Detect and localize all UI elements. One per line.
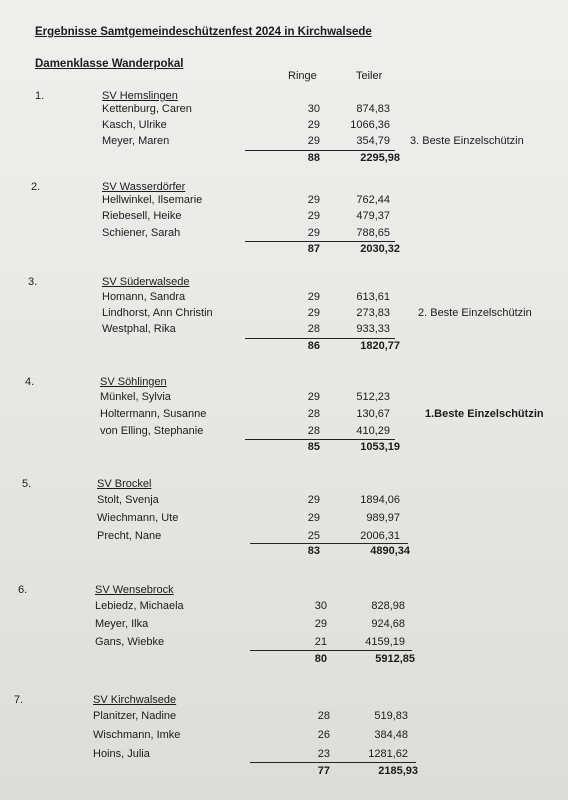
member-name: Wiechmann, Ute: [97, 512, 179, 524]
club-total: [0, 152, 568, 168]
member-row: [0, 323, 568, 339]
club-name: SV Hemslingen: [102, 90, 178, 102]
club-place: 4.: [25, 376, 35, 388]
member-rings: 29: [307, 512, 320, 524]
member-row: [0, 408, 568, 424]
member-teiler: 933,33: [356, 323, 390, 335]
club-block: [0, 694, 568, 777]
club-name: SV Kirchwalsede: [93, 694, 177, 706]
club-name: SV Brockel: [97, 478, 152, 490]
member-name: Münkel, Sylvia: [100, 391, 171, 403]
sum-rule: [250, 762, 416, 763]
member-rings: 29: [314, 618, 327, 630]
member-teiler: 1066,36: [350, 119, 390, 131]
member-rings: 28: [307, 323, 320, 335]
member-teiler: 479,37: [356, 210, 390, 222]
club-block: [0, 90, 568, 170]
member-rings: 28: [307, 408, 320, 420]
member-teiler: 1281,62: [368, 748, 408, 760]
member-teiler: 354,79: [356, 135, 390, 147]
member-row: [0, 135, 568, 151]
member-row: [0, 618, 568, 634]
class-title: Damenklasse Wanderpokal: [35, 58, 184, 70]
club-name: SV Söhlingen: [100, 376, 167, 388]
member-rings: 29: [307, 307, 320, 319]
member-name: Hellwinkel, Ilsemarie: [102, 194, 203, 206]
club-name: SV Süderwalsede: [102, 276, 190, 288]
member-name: Holtermann, Susanne: [100, 408, 207, 420]
member-row: [0, 194, 568, 210]
club-place: 6.: [18, 584, 28, 596]
club-total: [0, 765, 568, 781]
member-name: Kasch, Ulrike: [102, 119, 167, 131]
member-name: Westphal, Rika: [102, 323, 176, 335]
total-teiler: 5912,85: [375, 653, 415, 665]
total-rings: 85: [307, 441, 320, 453]
member-rings: 29: [307, 227, 320, 239]
member-teiler: 613,61: [356, 291, 390, 303]
member-teiler: 924,68: [371, 618, 405, 630]
member-teiler: 130,67: [356, 408, 390, 420]
member-teiler: 874,83: [356, 103, 390, 115]
member-name: Riebesell, Heike: [102, 210, 182, 222]
member-rings: 29: [307, 210, 320, 222]
club-place: 5.: [22, 478, 32, 490]
member-row: [0, 307, 568, 323]
member-rings: 25: [307, 530, 320, 542]
member-rings: 26: [317, 729, 330, 741]
member-name: Hoins, Julia: [93, 748, 150, 760]
member-teiler: 384,48: [374, 729, 408, 741]
member-rings: 29: [307, 194, 320, 206]
club-place: 2.: [31, 181, 41, 193]
club-block: [0, 376, 568, 456]
member-name: Schiener, Sarah: [102, 227, 181, 239]
member-name: von Elling, Stephanie: [100, 425, 204, 437]
member-note: 2. Beste Einzelschützin: [418, 307, 532, 319]
member-teiler: 1894,06: [360, 494, 400, 506]
member-name: Meyer, Maren: [102, 135, 170, 147]
member-row: [0, 391, 568, 407]
member-name: Planitzer, Nadine: [93, 710, 177, 722]
member-name: Meyer, Ilka: [95, 618, 149, 630]
total-rings: 88: [307, 152, 320, 164]
sum-rule: [245, 150, 395, 151]
total-teiler: 1053,19: [360, 441, 400, 453]
total-teiler: 2030,32: [360, 243, 400, 255]
club-total: [0, 340, 568, 356]
member-row: [0, 512, 568, 528]
club-block: [0, 276, 568, 356]
total-teiler: 2295,98: [360, 152, 400, 164]
member-name: Stolt, Svenja: [97, 494, 159, 506]
member-rings: 29: [307, 135, 320, 147]
club-block: [0, 478, 568, 558]
column-header-ringe: Ringe: [288, 70, 317, 82]
member-teiler: 989,97: [366, 512, 400, 524]
member-teiler: 273,83: [356, 307, 390, 319]
member-teiler: 4159,19: [365, 636, 405, 648]
member-row: [0, 600, 568, 616]
document-title: Ergebnisse Samtgemeindeschützenfest 2024 in Kirchwalsede: [35, 26, 372, 38]
member-rings: 29: [307, 119, 320, 131]
total-rings: 87: [307, 243, 320, 255]
member-teiler: 788,65: [356, 227, 390, 239]
member-row: [0, 729, 568, 745]
total-rings: 80: [314, 653, 327, 665]
club-total: [0, 545, 568, 561]
member-rings: 28: [307, 425, 320, 437]
sum-rule: [250, 543, 408, 544]
member-teiler: 2006,31: [360, 530, 400, 542]
club-name: SV Wasserdörfer: [102, 181, 186, 193]
member-name: Precht, Nane: [97, 530, 162, 542]
member-note: 3. Beste Einzelschützin: [410, 135, 524, 147]
column-header-teiler: Teiler: [356, 70, 383, 82]
sum-rule: [245, 439, 395, 440]
member-teiler: 410,29: [356, 425, 390, 437]
member-teiler: 519,83: [374, 710, 408, 722]
club-block: [0, 584, 568, 664]
club-total: [0, 243, 568, 259]
member-teiler: 512,23: [356, 391, 390, 403]
member-row: [0, 494, 568, 510]
sum-rule: [245, 241, 395, 242]
sum-rule: [245, 338, 395, 339]
member-row: [0, 103, 568, 119]
club-total: [0, 653, 568, 669]
member-rings: 29: [307, 291, 320, 303]
club-place: 7.: [14, 694, 24, 706]
member-name: Lebiedz, Michaela: [95, 600, 184, 612]
member-row: [0, 710, 568, 726]
member-rings: 30: [307, 103, 320, 115]
member-row: [0, 291, 568, 307]
club-place: 3.: [28, 276, 38, 288]
member-name: Wischmann, Imke: [93, 729, 181, 741]
member-rings: 28: [317, 710, 330, 722]
club-place: 1.: [35, 90, 45, 102]
total-rings: 83: [307, 545, 320, 557]
club-name: SV Wensebrock: [95, 584, 174, 596]
member-row: [0, 119, 568, 135]
member-note: 1.Beste Einzelschützin: [425, 408, 544, 420]
member-name: Kettenburg, Caren: [102, 103, 192, 115]
total-teiler: 1820,77: [360, 340, 400, 352]
member-rings: 23: [317, 748, 330, 760]
total-rings: 77: [317, 765, 330, 777]
member-rings: 29: [307, 494, 320, 506]
club-block: [0, 181, 568, 261]
member-rings: 21: [314, 636, 327, 648]
club-total: [0, 441, 568, 457]
member-rings: 30: [314, 600, 327, 612]
sum-rule: [250, 650, 412, 651]
member-name: Gans, Wiebke: [95, 636, 165, 648]
member-name: Lindhorst, Ann Christin: [102, 307, 213, 319]
member-name: Homann, Sandra: [102, 291, 186, 303]
member-row: [0, 210, 568, 226]
total-teiler: 4890,34: [370, 545, 410, 557]
member-teiler: 762,44: [356, 194, 390, 206]
member-teiler: 828,98: [371, 600, 405, 612]
total-teiler: 2185,93: [378, 765, 418, 777]
total-rings: 86: [307, 340, 320, 352]
member-rings: 29: [307, 391, 320, 403]
